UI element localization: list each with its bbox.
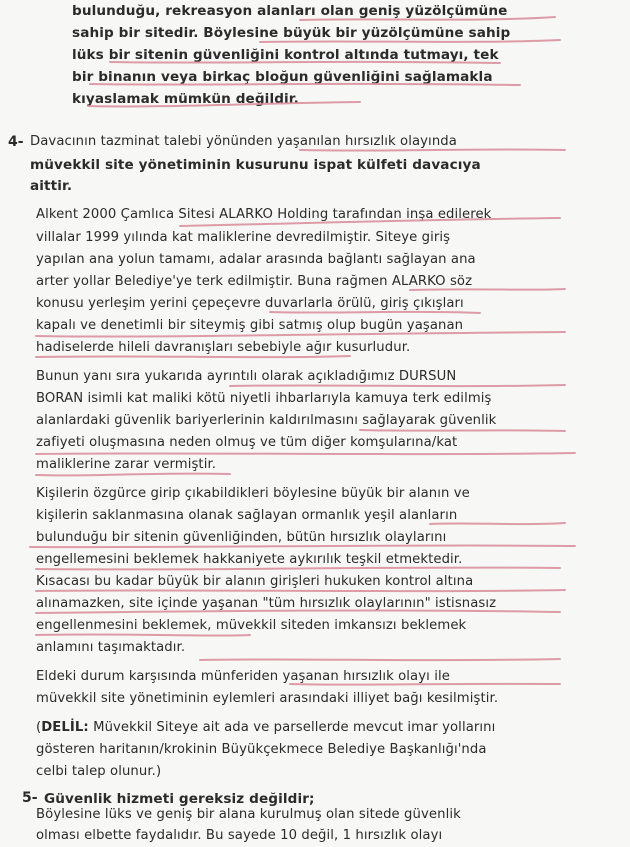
evidence-line: [36, 719, 495, 737]
paragraph-line: maliklerine zarar vermiştir.: [36, 457, 217, 472]
paragraph-line: arter yollar Belediye'ye terk edilmiştir. Buna rağmen ALARKO söz: [36, 274, 473, 289]
paragraph-line: Kişilerin özgürce girip çıkabildikleri böylesine büyük bir alanın ve: [36, 486, 470, 501]
intro-line: sahip bir sitedir. Böylesine büyük bir yüzölçümüne sahip: [72, 25, 511, 41]
paragraph-line: Bunun yanı sıra yukarıda ayrıntılı olarak açıkladığımız DURSUN: [36, 369, 457, 384]
paragraph-line: anlamını taşımaktadır.: [36, 640, 186, 655]
paragraph-line: Eldeki durum karşısında münferiden yaşanan hırsızlık olayı ile: [36, 669, 450, 684]
paragraph-line: kişilerin saklanmasına olanak sağlayan ormanlık yeşil alanların: [36, 508, 458, 523]
intro-line: bulunduğu, rekreasyon alanları olan geniş yüzölçümüne: [72, 3, 508, 19]
section-number: 4-: [8, 134, 24, 150]
paragraph-line: villalar 1999 yılında kat maliklerine devredilmiştir. Siteye giriş: [36, 230, 451, 245]
paragraph-line: alanlardaki güvenlik bariyerlerinin kaldırılmasını sağlayarak güvenlik: [36, 413, 497, 428]
intro-line: lüks bir sitenin güvenliğini kontrol altında tutmayı, tek: [72, 47, 499, 63]
evidence-line: gösteren haritanın/krokinin Büyükçekmece Belediye Başkanlığı'nda: [36, 742, 487, 757]
paragraph-line: zafiyeti oluşmasına neden olmuş ve tüm diğer komşularına/kat: [36, 435, 458, 450]
section-heading: Güvenlik hizmeti gereksiz değildir;: [44, 791, 315, 807]
paragraph-line: bulunduğu bir sitenin güvenliğinden, bütün hırsızlık olaylarını: [36, 530, 447, 545]
paragraph-line: engellemesini beklemek hakkaniyete aykırılık teşkil etmektedir.: [36, 552, 463, 567]
intro-line: kıyaslamak mümkün değildir.: [72, 91, 299, 107]
intro-line: bir binanın veya birkaç bloğun güvenliğini sağlamakla: [72, 69, 493, 85]
section-number: 5-: [22, 790, 38, 806]
paragraph-line: kapalı ve denetimli bir siteymiş gibi satmış olup bugün yaşanan: [36, 318, 464, 333]
paragraph-line: Kısacası bu kadar büyük bir alanın girişleri hukuken kontrol altına: [36, 574, 474, 589]
paragraph-line: engellenmesini beklemek, müvekkil siteden imkansızı beklemek: [36, 618, 467, 633]
paragraph-line: Alkent 2000 Çamlıca Sitesi ALARKO Holding tarafından inşa edilerek: [36, 207, 492, 222]
paragraph-line: BORAN isimli kat maliki kötü niyetli ihbarlarıyla kamuya terk edilmiş: [36, 391, 492, 406]
paragraph-line: müvekkil site yönetiminin eylemleri arasındaki illiyet bağı kesilmiştir.: [36, 691, 499, 706]
section-heading-line: Davacının tazminat talebi yönünden yaşanılan hırsızlık olayında: [30, 134, 457, 149]
evidence-label: (DELİL: Müvekkil Siteye ait ada ve parsellerde mevcut imar yollarını: [36, 720, 496, 735]
paragraph-line: alınamazken, site içinde yaşanan "tüm hırsızlık olaylarının" istisnasız: [36, 596, 497, 611]
evidence-line: celbi talep olunur.): [36, 764, 162, 779]
paragraph-line: konusu yerleşim yerini çepeçevre duvarlarla örülü, giriş çıkışları: [36, 296, 464, 311]
paragraph-line: Böylesine lüks ve geniş bir alana kurulmuş olan sitede güvenlik: [36, 807, 461, 822]
paragraph-line: hadiselerde hileli davranışları sebebiyle ağır kusurludur.: [36, 340, 411, 355]
section-heading-line: müvekkil site yönetiminin kusurunu ispat külfeti davacıya: [30, 157, 481, 173]
paragraph-line: yapılan ana yolun tamamı, adalar arasında bağlantı sağlayan ana: [36, 252, 476, 267]
section-heading-line: aittir.: [30, 178, 73, 194]
paragraph-line: olması elbette faydalıdır. Bu sayede 10 değil, 1 hırsızlık olayı: [36, 828, 443, 843]
evidence-label-bold: DELİL:: [41, 720, 89, 735]
